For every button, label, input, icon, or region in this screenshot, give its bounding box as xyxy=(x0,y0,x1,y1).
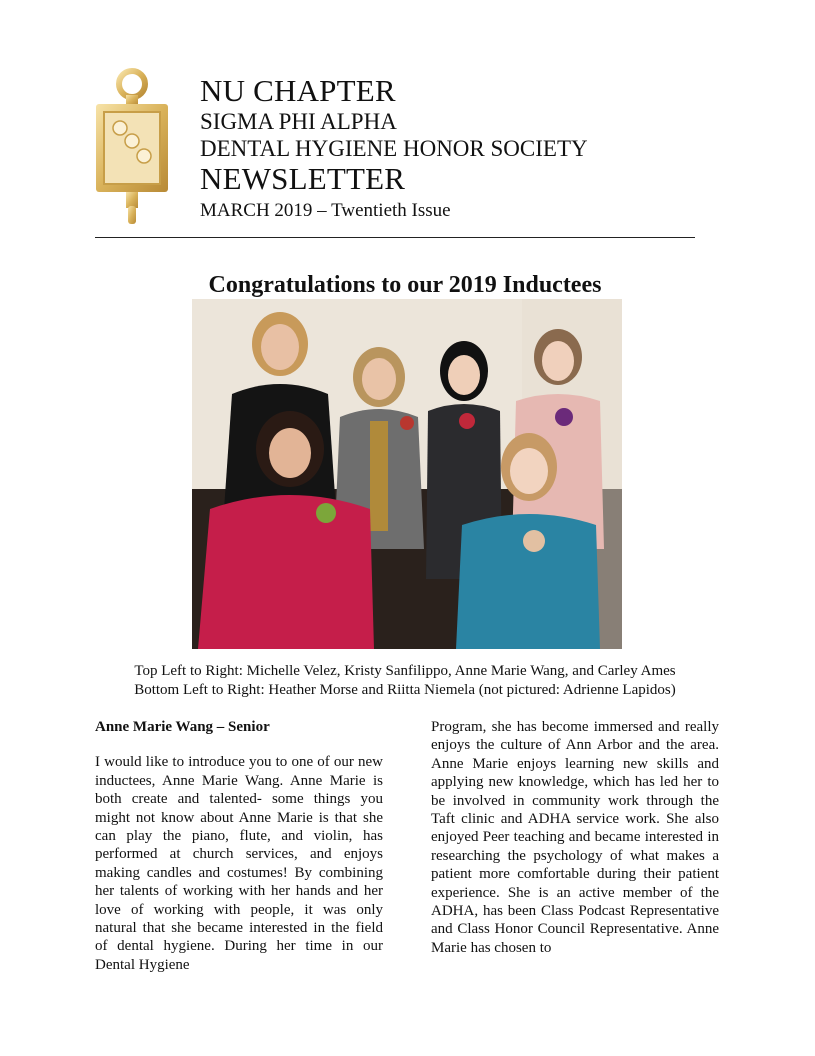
caption-bottom-row: Bottom Left to Right: Heather Morse and Riitta Niemela (not pictured: Adrienne Lapidos) xyxy=(134,682,676,698)
photo-caption xyxy=(95,662,715,700)
article-body-right: Program, she has become immersed and really enjoys the culture of Ann Arbor and the area. Anne Marie enjoys learning new skills and applying new knowledge, which has led her to be involved in community work through the Taft clinic and ADHA service work. She also enjoyed Peer teaching and became interested in researching the psychology of what makes a patient more comfortable during their patient experience. She is an active member of the ADHA, has been Class Podcast Representative and Class Honor Council Representative. Anne Marie has chosen to xyxy=(431,719,719,956)
newsletter-title: NEWSLETTER xyxy=(200,161,406,196)
article-heading: Anne Marie Wang – Senior xyxy=(95,719,270,735)
caption-top-row: Top Left to Right: Michelle Velez, Kristy Sanfilippo, Anne Marie Wang, and Carley Ames xyxy=(134,663,676,679)
article-column-left xyxy=(95,718,383,974)
chapter-name: NU CHAPTER xyxy=(200,73,396,108)
article-body-left: I would like to introduce you to one of our new inductees, Anne Marie Wang. Anne Marie is both create and talented- some things you might not know about Anne Marie is that she can play the piano, flute, and violin, has performed at church services, and enjoys making candles and costumes! By combining her talents of working with her hands and her love of working with people, it was only natural that she became interested in the field of dental hygiene. During her time in our Dental Hygiene xyxy=(95,754,383,973)
honor-key-emblem xyxy=(92,66,172,226)
header-divider xyxy=(95,237,695,238)
masthead xyxy=(200,74,588,223)
society-subtitle: DENTAL HYGIENE HONOR SOCIETY xyxy=(200,136,588,161)
section-title: Congratulations to our 2019 Inductees xyxy=(208,272,602,298)
inductees-group-photo xyxy=(192,299,622,649)
article-column-right xyxy=(431,718,719,957)
society-name: SIGMA PHI ALPHA xyxy=(200,109,397,134)
issue-date: MARCH 2019 – Twentieth Issue xyxy=(200,200,451,221)
